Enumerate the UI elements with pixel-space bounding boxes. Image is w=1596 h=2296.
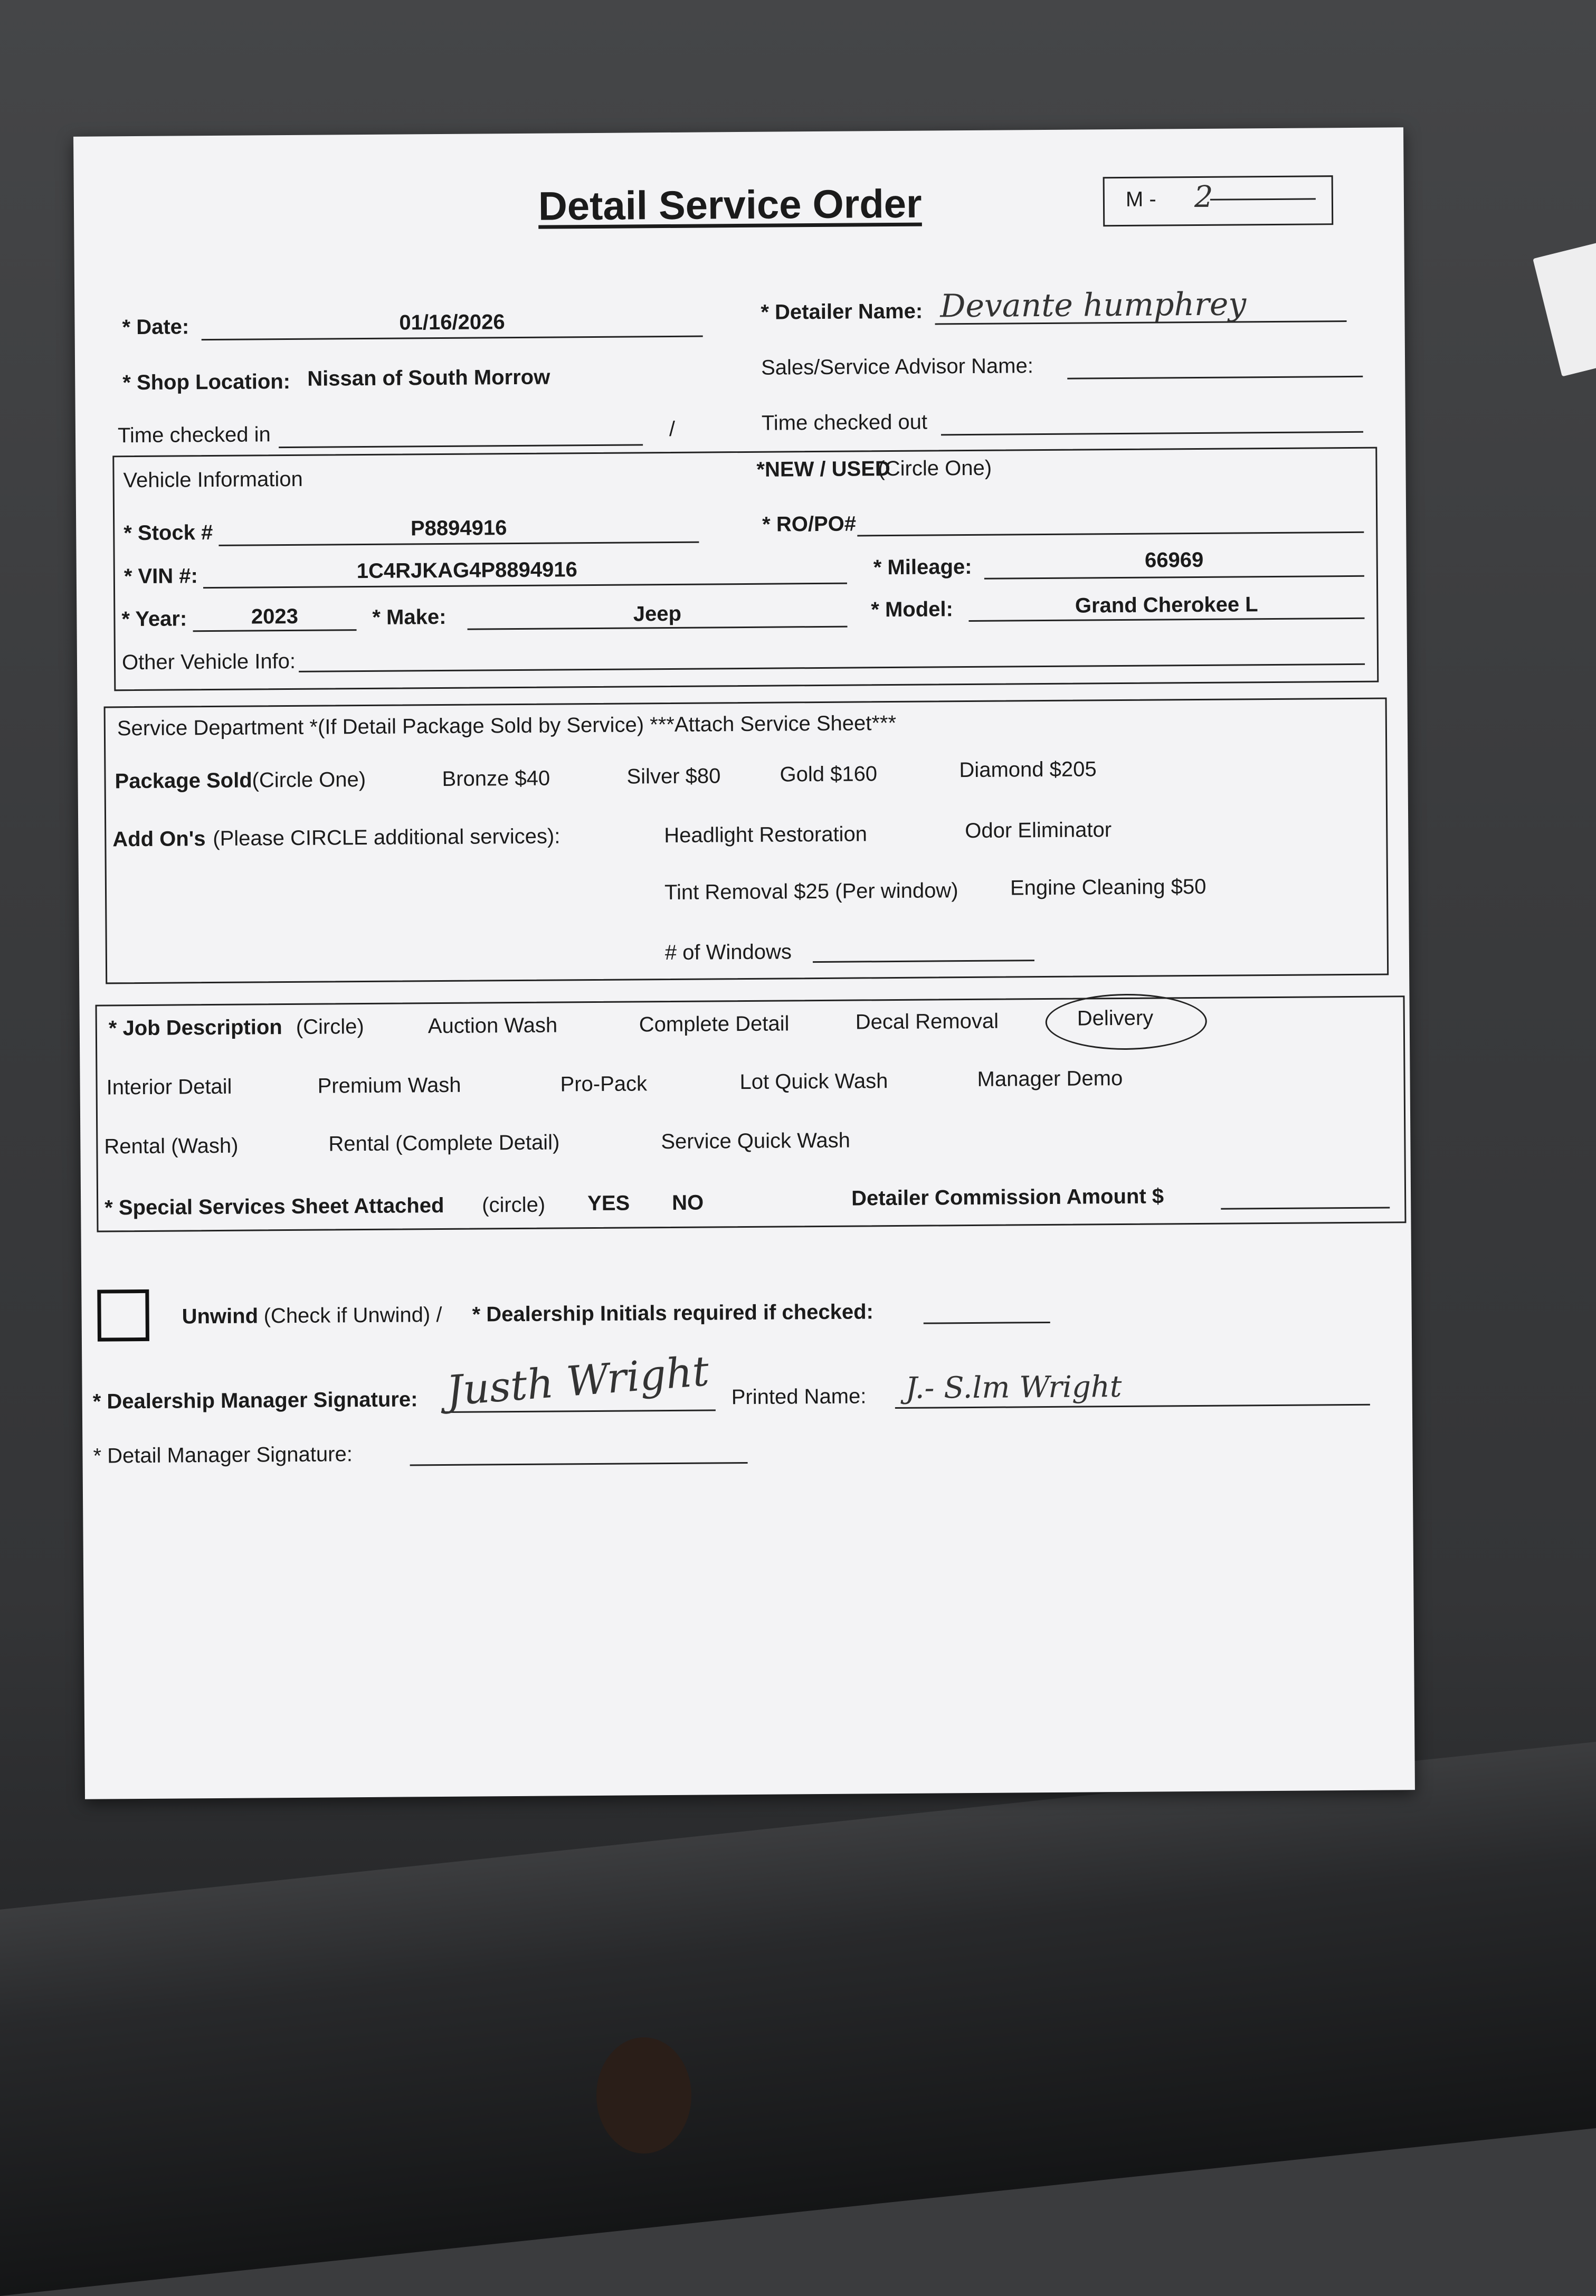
package-sold-note: (Circle One) (252, 767, 366, 792)
m-number-box (1103, 175, 1334, 226)
service-order-paper (73, 127, 1415, 1799)
advisor-name-label: Sales/Service Advisor Name: (761, 354, 1034, 379)
mileage-label: * Mileage: (873, 555, 972, 580)
unwind-checkbox[interactable] (97, 1289, 149, 1342)
job-rental-wash[interactable]: Rental (Wash) (104, 1134, 239, 1159)
detailer-name-label: * Detailer Name: (761, 299, 923, 324)
m-label: M - (1125, 187, 1156, 211)
job-manager-demo[interactable]: Manager Demo (977, 1066, 1123, 1091)
time-in-label: Time checked in (117, 423, 271, 448)
package-silver[interactable]: Silver $80 (626, 764, 721, 789)
dealership-initials-line[interactable] (924, 1322, 1050, 1324)
special-services-label: * Special Services Sheet Attached (104, 1193, 444, 1220)
package-gold[interactable]: Gold $160 (780, 762, 878, 786)
addon-tint-removal[interactable]: Tint Removal $25 (Per window) (664, 879, 958, 905)
mileage-value[interactable]: 66969 (1144, 548, 1204, 572)
printed-name-label: Printed Name: (731, 1384, 867, 1409)
job-delivery[interactable]: Delivery (1077, 1006, 1154, 1030)
shop-location-label: * Shop Location: (122, 369, 291, 395)
model-label: * Model: (871, 597, 954, 622)
date-line (202, 336, 703, 341)
vin-value[interactable]: 1C4RJKAG4P8894916 (356, 558, 577, 583)
special-services-note: (circle) (482, 1193, 546, 1217)
addon-headlight-restoration[interactable]: Headlight Restoration (664, 822, 868, 848)
model-value[interactable]: Grand Cherokee L (1075, 593, 1258, 618)
package-sold-label: Package Sold (115, 769, 252, 793)
job-lot-quick-wash[interactable]: Lot Quick Wash (739, 1069, 888, 1094)
other-vehicle-info-label: Other Vehicle Info: (121, 649, 296, 675)
job-rental-complete-detail[interactable]: Rental (Complete Detail) (328, 1131, 560, 1156)
job-pro-pack[interactable]: Pro-Pack (560, 1072, 648, 1096)
addon-odor-eliminator[interactable]: Odor Eliminator (965, 818, 1112, 843)
shop-location-value[interactable]: Nissan of South Morrow (307, 365, 550, 391)
time-separator: / (669, 417, 676, 441)
job-service-quick-wash[interactable]: Service Quick Wash (661, 1128, 851, 1154)
addons-note: (Please CIRCLE additional services): (213, 824, 560, 851)
job-interior-detail[interactable]: Interior Detail (106, 1075, 232, 1099)
new-used-label[interactable]: *NEW / USED (756, 457, 890, 481)
detail-manager-signature-line[interactable] (410, 1462, 748, 1466)
printed-name-value[interactable]: J.- S.lm Wright (905, 1370, 1122, 1406)
detailer-name-value[interactable]: Devante humphrey (940, 286, 1247, 325)
form-title: Detail Service Order (538, 181, 922, 229)
unwind-label: Unwind (182, 1304, 259, 1329)
year-label: * Year: (121, 607, 187, 631)
dealership-manager-signature-label: * Dealership Manager Signature: (92, 1388, 418, 1413)
vehicle-info-label: Vehicle Information (123, 467, 303, 492)
package-bronze[interactable]: Bronze $40 (442, 766, 550, 791)
dealership-initials-label: * Dealership Initials required if checked: (472, 1300, 874, 1326)
addons-label: Add On's (112, 827, 206, 851)
date-value[interactable]: 01/16/2026 (399, 310, 505, 335)
detail-manager-signature-label: * Detail Manager Signature: (93, 1443, 353, 1468)
job-description-label: * Job Description (108, 1016, 282, 1040)
special-services-yes[interactable]: YES (587, 1191, 630, 1216)
unwind-note: (Check if Unwind) / (263, 1303, 442, 1328)
job-decal-removal[interactable]: Decal Removal (855, 1009, 999, 1034)
ro-po-label: * RO/PO# (762, 512, 857, 536)
special-services-no[interactable]: NO (672, 1191, 704, 1215)
m-value: 2 (1194, 179, 1213, 215)
stock-label: * Stock # (124, 521, 213, 545)
date-label: * Date: (122, 315, 189, 339)
year-value[interactable]: 2023 (251, 604, 299, 629)
stock-value[interactable]: P8894916 (410, 516, 507, 540)
service-department-header: Service Department *(If Detail Package Sold by Service) ***Attach Service Sheet*** (117, 711, 897, 741)
job-description-note: (Circle) (296, 1015, 364, 1039)
job-premium-wash[interactable]: Premium Wash (317, 1073, 461, 1098)
dealership-manager-signature-value[interactable]: Justh Wright (444, 1348, 711, 1416)
commission-label: Detailer Commission Amount $ (851, 1184, 1164, 1210)
m-value-stroke (1210, 198, 1316, 200)
package-diamond[interactable]: Diamond $205 (959, 757, 1097, 782)
vin-label: * VIN #: (124, 564, 198, 589)
advisor-name-line[interactable] (1067, 376, 1363, 379)
job-complete-detail[interactable]: Complete Detail (639, 1012, 790, 1037)
time-in-line[interactable] (279, 444, 643, 448)
windows-label: # of Windows (664, 940, 792, 965)
thumb (596, 2037, 691, 2153)
addon-engine-cleaning[interactable]: Engine Cleaning $50 (1010, 875, 1206, 900)
new-used-note: (Circle One) (878, 456, 992, 481)
make-value[interactable]: Jeep (633, 602, 682, 626)
time-out-label: Time checked out (761, 410, 928, 435)
make-label: * Make: (372, 605, 446, 629)
job-auction-wash[interactable]: Auction Wash (428, 1013, 558, 1038)
time-out-line[interactable] (941, 431, 1363, 436)
